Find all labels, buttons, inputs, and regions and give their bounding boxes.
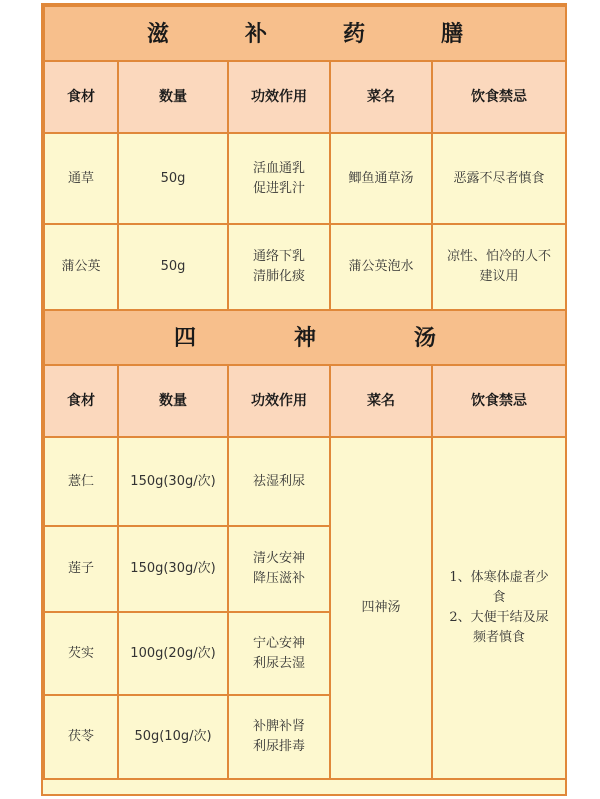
amount-cell: 50g — [118, 224, 228, 310]
effect-cell: 清火安神 降压滋补 — [228, 526, 330, 612]
table-row — [44, 437, 566, 526]
section2-title-row — [44, 310, 566, 365]
ingredient-cell: 芡实 — [44, 612, 118, 695]
dish-cell: 鲫鱼通草汤 — [330, 133, 432, 224]
effect-cell: 宁心安神 利尿去湿 — [228, 612, 330, 695]
header-dish: 菜名 — [330, 61, 432, 133]
table-row — [44, 224, 566, 310]
section1-title: 滋 补 药 膳 — [44, 6, 566, 61]
amount-cell: 150g(30g/次) — [118, 526, 228, 612]
header-taboo: 饮食禁忌 — [432, 365, 566, 437]
recipe-table-frame — [41, 3, 567, 796]
table-row — [44, 133, 566, 224]
recipe-table — [43, 5, 567, 780]
header-ingredient: 食材 — [44, 61, 118, 133]
effect-cell: 补脾补肾 利尿排毒 — [228, 695, 330, 779]
taboo-cell: 恶露不尽者慎食 — [432, 133, 566, 224]
effect-cell: 通络下乳 清肺化痰 — [228, 224, 330, 310]
taboo-cell: 凉性、怕冷的人不 建议用 — [432, 224, 566, 310]
ingredient-cell: 茯苓 — [44, 695, 118, 779]
header-taboo: 饮食禁忌 — [432, 61, 566, 133]
header-amount: 数量 — [118, 61, 228, 133]
taboo-cell: 1、体寒体虚者少 食 2、大便干结及尿 频者慎食 — [432, 437, 566, 779]
section1-title-row — [44, 6, 566, 61]
dish-cell: 四神汤 — [330, 437, 432, 779]
ingredient-cell: 薏仁 — [44, 437, 118, 526]
amount-cell: 50g(10g/次) — [118, 695, 228, 779]
effect-cell: 活血通乳 促进乳汁 — [228, 133, 330, 224]
header-ingredient: 食材 — [44, 365, 118, 437]
effect-cell: 祛湿利尿 — [228, 437, 330, 526]
header-amount: 数量 — [118, 365, 228, 437]
section2-header-row — [44, 365, 566, 437]
ingredient-cell: 通草 — [44, 133, 118, 224]
amount-cell: 150g(30g/次) — [118, 437, 228, 526]
dish-cell: 蒲公英泡水 — [330, 224, 432, 310]
section2-title: 四 神 汤 — [44, 310, 566, 365]
header-dish: 菜名 — [330, 365, 432, 437]
header-effect: 功效作用 — [228, 365, 330, 437]
section1-header-row — [44, 61, 566, 133]
amount-cell: 100g(20g/次) — [118, 612, 228, 695]
amount-cell: 50g — [118, 133, 228, 224]
header-effect: 功效作用 — [228, 61, 330, 133]
ingredient-cell: 莲子 — [44, 526, 118, 612]
ingredient-cell: 蒲公英 — [44, 224, 118, 310]
